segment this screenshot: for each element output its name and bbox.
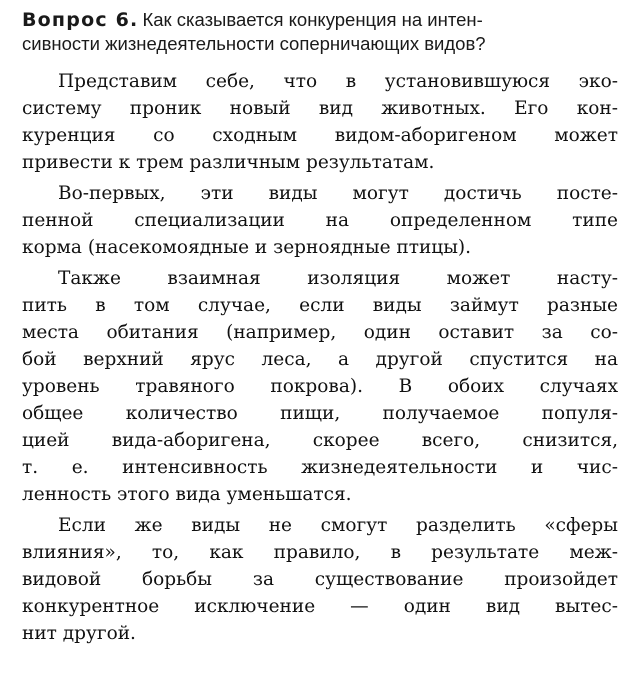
document-page: [22, 8, 618, 651]
paragraph-4: [22, 512, 618, 647]
paragraph-line: т. е. интенсивность жизнедеятельности и чис-: [22, 457, 618, 478]
question-line-1: [22, 8, 618, 32]
paragraph-line: корма (насекомоядные и зерноядные птицы).: [22, 237, 472, 258]
paragraph-line: пенной специализации на определенном типе: [22, 210, 618, 231]
paragraph-line: влияния», то, как правило, в результате меж-: [22, 542, 618, 563]
paragraph-line: Представим себе, что в установившуюся эко-: [58, 71, 618, 92]
paragraph-3: [22, 265, 618, 508]
paragraph-line: привести к трем различным результатам.: [22, 152, 435, 173]
paragraph-line: места обитания (например, один оставит за со-: [22, 322, 618, 343]
paragraph-line: Также взаимная изоляция может насту-: [58, 268, 618, 289]
paragraph-line: бой верхний ярус леса, а другой спустится на: [22, 349, 618, 370]
question-heading: [22, 8, 618, 56]
paragraph-line: ленность этого вида уменьшатся.: [22, 484, 352, 505]
question-label: Вопрос 6.: [22, 9, 139, 31]
paragraph-line: уровень травяного покрова). В обоих случаях: [22, 376, 618, 397]
paragraph-line: цией вида-аборигена, скорее всего, снизится,: [22, 430, 618, 451]
paragraph-line: Во-первых, эти виды могут достичь посте-: [58, 183, 618, 204]
paragraph-2: [22, 180, 618, 261]
paragraph-line: пить в том случае, если виды займут разные: [22, 295, 618, 316]
question-text-1: Как сказывается конкуренция на интен-: [142, 9, 483, 30]
paragraph-line: видовой борьбы за существование произойдет: [22, 569, 618, 590]
paragraph-1: [22, 68, 618, 176]
paragraph-line: нит другой.: [22, 623, 136, 644]
paragraph-line: конкурентное исключение — один вид вытес-: [22, 596, 618, 617]
paragraph-line: систему проник новый вид животных. Его кон-: [22, 98, 618, 119]
paragraph-line: Если же виды не смогут разделить «сферы: [58, 515, 618, 536]
paragraph-line: общее количество пищи, получаемое популя-: [22, 403, 618, 424]
paragraph-line: куренция со сходным видом-аборигеном может: [22, 125, 618, 146]
question-line-2: сивности жизнедеятельности соперничающих видов?: [22, 33, 486, 54]
